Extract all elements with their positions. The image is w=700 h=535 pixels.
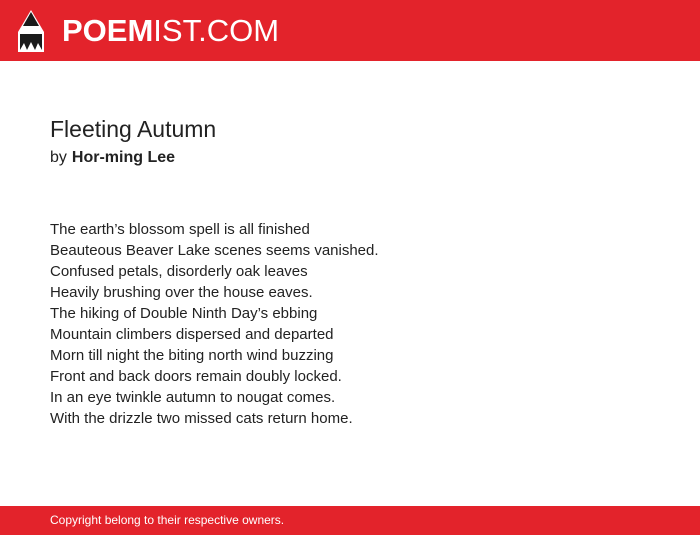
poem-line: The earth’s blossom spell is all finished: [50, 221, 310, 238]
by-label: by: [50, 149, 67, 166]
poem-line: Mountain climbers dispersed and departed: [50, 326, 334, 343]
poem-line: With the drizzle two missed cats return home.: [50, 410, 353, 427]
site-footer: [0, 506, 700, 535]
copyright-text: Copyright belong to their respective owners.: [50, 513, 285, 527]
pencil-tip-icon[interactable]: [17, 10, 45, 52]
poem-line: The hiking of Double Ninth Day’s ebbing: [50, 305, 318, 322]
brand-light-text: IST.COM: [153, 13, 280, 48]
poem-line: Confused petals, disorderly oak leaves: [50, 263, 308, 280]
poem-line: Heavily brushing over the house eaves.: [50, 284, 313, 301]
poem-line: In an eye twinkle autumn to nougat comes.: [50, 389, 336, 406]
poem-line: Beauteous Beaver Lake scenes seems vanished.: [50, 242, 379, 259]
poem-title: Fleeting Autumn: [50, 116, 217, 142]
site-header: [0, 0, 700, 61]
poem-body: [50, 219, 379, 429]
brand-bold-text: POEM: [62, 13, 154, 48]
poem-line: Morn till night the biting north wind buzzing: [50, 347, 334, 364]
site-brand[interactable]: [62, 12, 279, 50]
poem-author[interactable]: Hor-ming Lee: [71, 149, 176, 166]
poem-byline: [50, 149, 175, 167]
poem-line: Front and back doors remain doubly locked.: [50, 368, 342, 385]
